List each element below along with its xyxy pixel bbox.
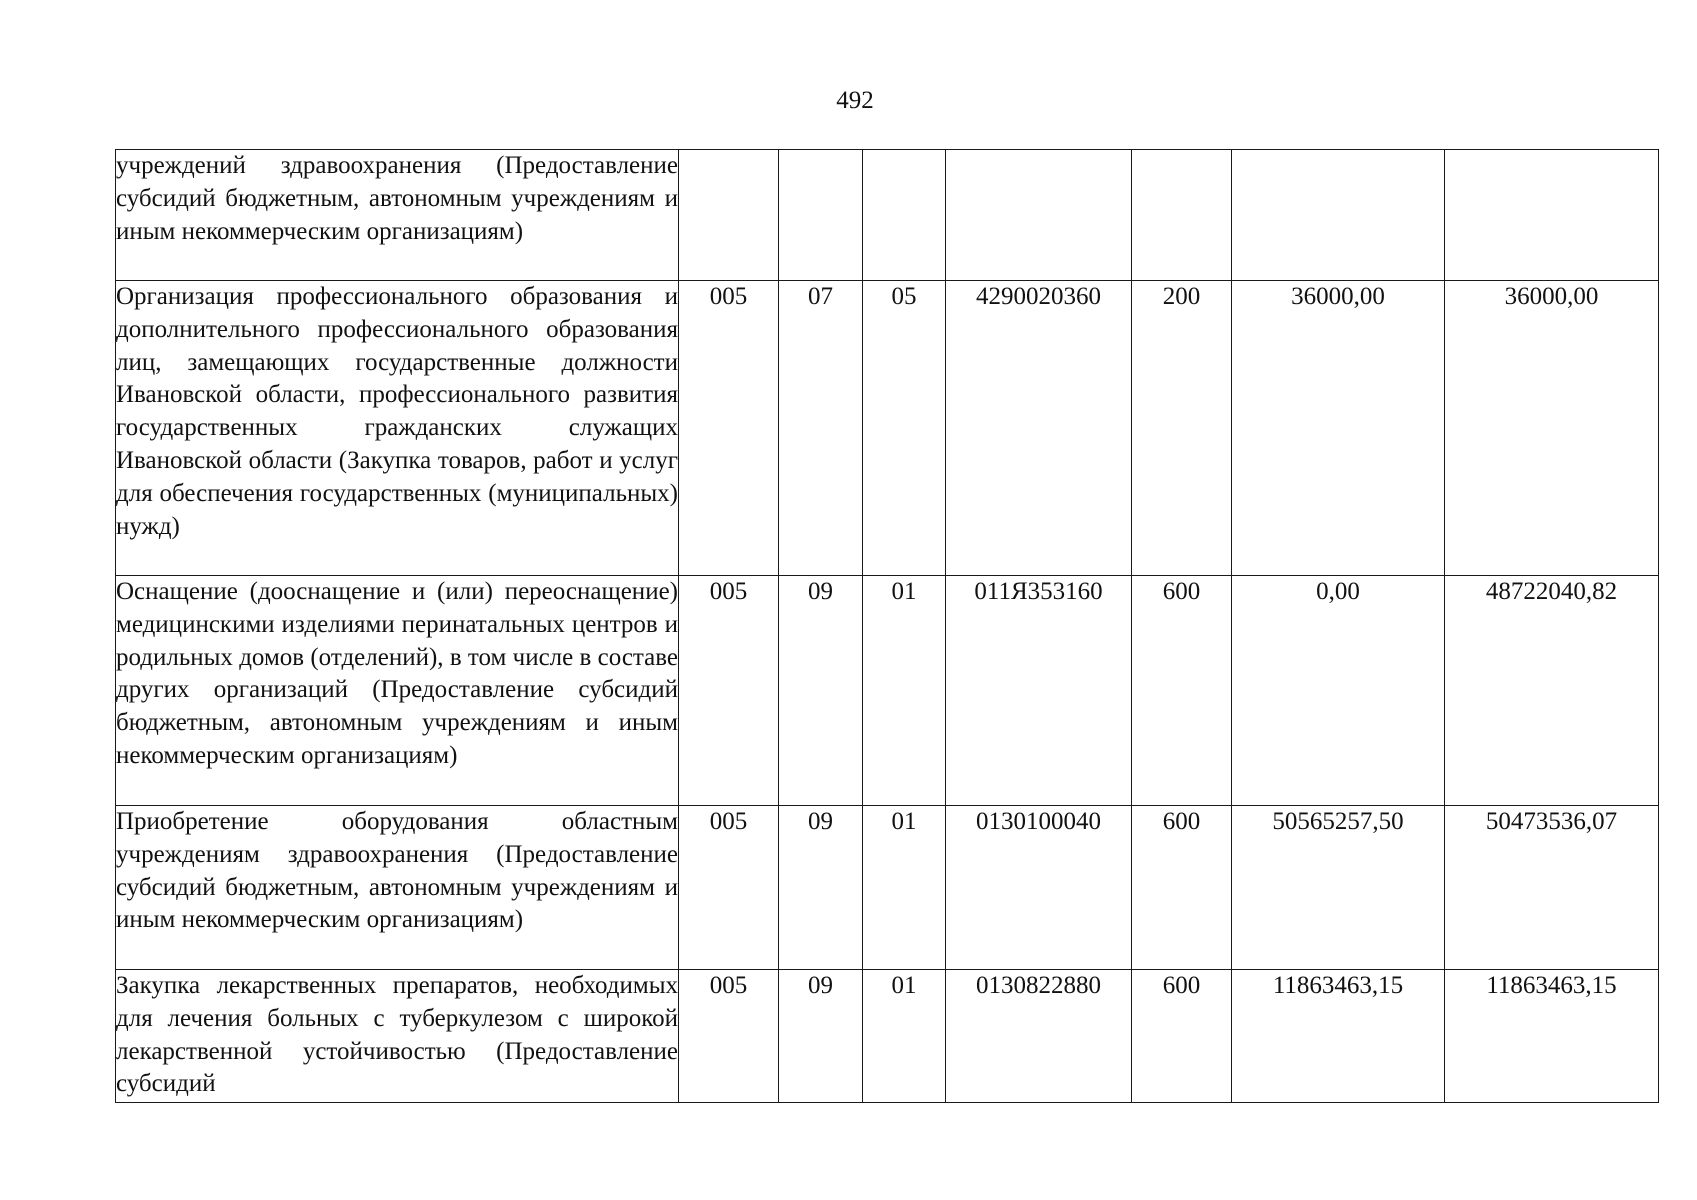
table-row bbox=[116, 281, 1659, 576]
subsection-code bbox=[863, 150, 946, 281]
ved-code: 005 bbox=[679, 281, 779, 576]
amount-year-2: 50473536,07 bbox=[1445, 806, 1659, 970]
subsection-code: 01 bbox=[863, 576, 946, 806]
amount-year-2: 11863463,15 bbox=[1445, 970, 1659, 1103]
budget-table bbox=[115, 149, 1659, 1103]
target-article-code: 4290020360 bbox=[946, 281, 1132, 576]
expense-type-code bbox=[1132, 150, 1232, 281]
section-code bbox=[779, 150, 863, 281]
target-article-code bbox=[946, 150, 1132, 281]
ved-code bbox=[679, 150, 779, 281]
ved-code: 005 bbox=[679, 806, 779, 970]
row-description: Организация профессионального образования и дополнительного профессионального образования лиц, замещающих государственные должности Ивановской области, профессионального развития государственных гражданских служащих Ивановской области (Закупка товаров, работ и услуг для обеспечения государственных (муниципальных) нужд) bbox=[116, 281, 679, 576]
table-row bbox=[116, 576, 1659, 806]
section-code: 09 bbox=[779, 970, 863, 1103]
expense-type-code: 600 bbox=[1132, 576, 1232, 806]
amount-year-1: 50565257,50 bbox=[1232, 806, 1445, 970]
subsection-code: 05 bbox=[863, 281, 946, 576]
target-article-code: 0130822880 bbox=[946, 970, 1132, 1103]
table-row bbox=[116, 150, 1659, 281]
expense-type-code: 600 bbox=[1132, 970, 1232, 1103]
table-row bbox=[116, 806, 1659, 970]
amount-year-1: 11863463,15 bbox=[1232, 970, 1445, 1103]
ved-code: 005 bbox=[679, 970, 779, 1103]
amount-year-2: 48722040,82 bbox=[1445, 576, 1659, 806]
section-code: 09 bbox=[779, 806, 863, 970]
section-code: 07 bbox=[779, 281, 863, 576]
target-article-code: 0130100040 bbox=[946, 806, 1132, 970]
expense-type-code: 600 bbox=[1132, 806, 1232, 970]
amount-year-2 bbox=[1445, 150, 1659, 281]
expense-type-code: 200 bbox=[1132, 281, 1232, 576]
section-code: 09 bbox=[779, 576, 863, 806]
subsection-code: 01 bbox=[863, 970, 946, 1103]
row-description: Закупка лекарственных препаратов, необходимых для лечения больных с туберкулезом с широкой лекарственной устойчивостью (Предоставление субсидий bbox=[116, 970, 679, 1103]
row-description: Оснащение (дооснащение и (или) переоснащение) медицинскими изделиями перинатальных центров и родильных домов (отделений), в том числе в составе других организаций (Предоставление субсидий бюджетным, автономным учреждениям и иным некоммерческим организациям) bbox=[116, 576, 679, 806]
amount-year-1: 0,00 bbox=[1232, 576, 1445, 806]
target-article-code: 011Я353160 bbox=[946, 576, 1132, 806]
table-row bbox=[116, 970, 1659, 1103]
page-number: 492 bbox=[836, 87, 874, 114]
amount-year-2: 36000,00 bbox=[1445, 281, 1659, 576]
ved-code: 005 bbox=[679, 576, 779, 806]
amount-year-1: 36000,00 bbox=[1232, 281, 1445, 576]
row-description: учреждений здравоохранения (Предоставление субсидий бюджетным, автономным учреждениям и иным некоммерческим организациям) bbox=[116, 150, 679, 281]
row-description: Приобретение оборудования областным учреждениям здравоохранения (Предоставление субсидий бюджетным, автономным учреждениям и иным некоммерческим организациям) bbox=[116, 806, 679, 970]
amount-year-1 bbox=[1232, 150, 1445, 281]
subsection-code: 01 bbox=[863, 806, 946, 970]
